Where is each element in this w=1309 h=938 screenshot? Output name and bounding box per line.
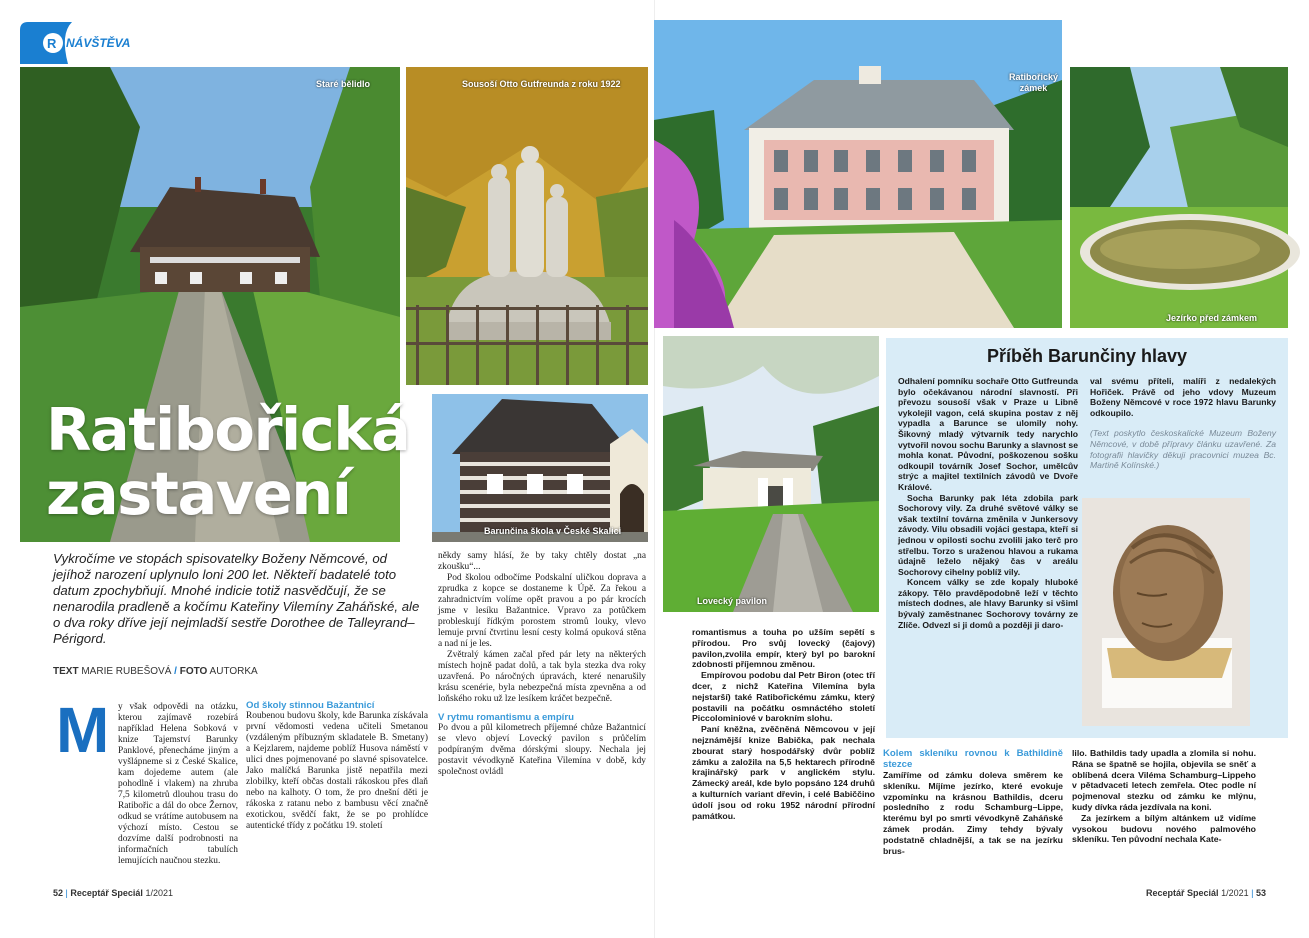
footer-right-page-number: 53	[1255, 888, 1266, 898]
footer-right-issue: 1/2021	[1221, 888, 1249, 898]
credits-photo-label: FOTO	[179, 666, 208, 677]
photo-statue	[406, 67, 648, 385]
credits-author: MARIE RUBEŠOVÁ	[81, 666, 172, 677]
credits-separator: /	[174, 666, 177, 677]
sidebar-box	[886, 338, 1288, 738]
footer-left	[53, 888, 173, 898]
article-col-5	[883, 748, 1063, 873]
dropcap: M	[56, 694, 110, 766]
col3-text-b: Pod školou odbočíme Podskalní uličkou doprava a zprudka z kopce se dostaneme k Úpě. Za řekou a zahradnictvím volíme opět pravou a po pár krocích jsme v lesíku Bažantnice. Vpravo za potůčkem probleskují řídkým porostem stromů louky, vlevo lemuje první čtvrtinu lesní cesty kolmá opuková stěna a nad ní je les.	[438, 573, 646, 649]
col2-text: Roubenou budovu školy, kde Barunka získávala první vědomosti vedena učiteli Smetanou (vzdáleným příbuzným skladatele B. Smetany) a Kejzlarem, najdeme poblíž Husova náměstí v ulici dnes pojmenované po slavné spisovatelce. Jako malíčká Barunka jistě nepatřila mezi zlobilky, kteří občas dostali rákoskou přes dlaň nebo na kalhoty. O tom, že pro dnešní děti je rákoska z ratanu nebo z bambusu věcí značně exotickou, svědčí fakt, že se po prohlídce autentické třídy z počátku 19. století	[246, 711, 428, 831]
subhead-school: Od školy stinnou Bažantnicí	[246, 700, 375, 711]
article-col-2	[246, 700, 428, 870]
caption-castle-text: Ratibořický zámek	[1008, 72, 1059, 93]
caption-pond: Jezírko před zámkem	[1166, 313, 1258, 323]
footer-right	[1146, 888, 1266, 898]
sidebar-p4: val svému příteli, malíři z nedalekých Hořiček. Právě od jeho vdovy Muzeum Boženy Němcové v roce 1972 hlavu Barunky odkoupilo.	[1090, 376, 1276, 418]
col4-text-b: Empírovou podobu dal Petr Biron (otec tří dcer, z nichž Kateřina Vilemína byla nejstarší) také Ratibořickému zámku, který postavili na počátku osmnáctého století Piccolominiové v barokním slohu.	[692, 670, 875, 724]
section-label: NÁVŠTĚVA	[66, 36, 131, 50]
credits-photo: AUTORKA	[209, 666, 258, 677]
article-col-3	[438, 551, 646, 871]
article-col-4	[692, 627, 875, 872]
sidebar-col-2	[1090, 376, 1276, 496]
sidebar-title: Příběh Barunčiny hlavy	[986, 346, 1188, 366]
photo-school	[432, 394, 648, 542]
col4-text-a: romantismus a touha po užším sepětí s přírodou. Pro svůj lovecký (čajový) pavilon,zvolila empír, který byl po barokní zdobnosti příjemnou změnou.	[692, 627, 875, 670]
col3-text-c: Zvětralý kámen začal před pár lety na některých místech hojně padat dolů, a tak byla stezka dva roky uzavřená. Po náročných úpravách, které nenarušily krásu scenérie, byla nebezpečná místa zpevněna a od loňského roku už lze lesíkem kráčet bezpečně.	[438, 650, 646, 704]
footer-left-page-number: 52	[53, 888, 64, 898]
col5-text: Zamíříme od zámku doleva směrem ke skleníku. Míjíme jezírko, které evokuje vzpomínku na krásnou Bathildis, dceru posledního z rodu Schamburg–Lippe, kterému byl po smrti vévodkyně Zaháňské zámek prodán. Zimy tehdy bývaly podstatně chladnější, a tak se na jezírku brus-	[883, 770, 1063, 856]
sidebar-p1: Odhalení pomníku sochaře Otto Gutfreunda bylo očekávanou národní slavností. Při převozu sousoší však v Praze u Libně vykolejil vagon, celá skupina postav z něj vypadla a Barunce se ulomily nohy. Šikovný mladý výtvarník tedy narychlo vytvořil novou sochu Barunky a slavnost se mohla konat. Původní, poškozenou sošku odkoupil továrník Josef Sochor, umělcův strýc a majitel textilních závodů ve Dvoře Králové.	[898, 376, 1078, 492]
title-line-1: Ratibořická	[46, 395, 410, 464]
col1-text: y však odpovědi na otázku, kterou zajímavě rozebírá například Helena Sobková v knize Tajemství Barunky Panklové, přenecháme jiným a vyšlápneme si z České Skalice, kam dojedeme autem (ale pohodlně i vlakem) na zhruba 7,5 kilometrů dlouhou trasu do Ratibořic a dál do obce Žernov, odkud se vrátíme autobusem na výchozí místo. Cestou se dozvíme další podrobnosti na informačních tabulích lemujících naučnou stezku.	[118, 702, 238, 866]
subhead-greenhouse: Kolem skleníku rovnou k Bathildině stezce	[883, 748, 1063, 770]
credits	[53, 666, 258, 677]
article-col-1a	[118, 702, 238, 866]
section-tag	[20, 22, 132, 64]
col4-text-c: Paní kněžna, zvěčněná Němcovou v její nejznámější knize Babička, pak nechala zbourat starý hospodářský dvůr poblíž zámku a založila na 5,5 hektarech přírodně krajinářský park v anglickém stylu. Zámecký areál, kde bylo popsáno 124 druhů a kulturních variant dřevin, i celé Babiččino údolí jsou od roku 1952 národní přírodní památkou.	[692, 724, 875, 821]
footer-right-magazine: Receptář Speciál	[1146, 888, 1219, 898]
footer-right-divider: |	[1251, 888, 1254, 898]
credits-text-label: TEXT	[53, 666, 79, 677]
footer-left-divider: |	[65, 888, 68, 898]
footer-left-magazine: Receptář Speciál	[70, 888, 143, 898]
sidebar-p2: Socha Barunky pak léta zdobila park Sochorovy vily. Za druhé světové války se však textilní továrna změnila v Junkersovy závody. Vilu obsadili vojáci gestapa, kteří si jednou v opilosti sochu zvolili jako terč pro střelbu. Torzo s uraženou hlavou a rukama údajně leželo nějaký čas v areálu Sochorovy cihelny poblíž vily.	[898, 492, 1078, 577]
sidebar-col-1	[898, 376, 1078, 731]
col6-text: lilo. Bathildis tady upadla a zlomila si nohu. Rána se špatně se hojila, objevila se sněť a oblíbená dcera Viléma Schamburg–Lippeho v pětadvaceti letech zemřela. Otec podle ní pojmenoval stezku od zámku ke mlýnu, kudy dívka ráda jezdívala na koni.	[1072, 748, 1256, 812]
caption-school: Barunčina škola v České Skalici	[484, 526, 622, 536]
col3-text-d: Po dvou a půl kilometrech příjemné chůze Bažantnicí se vlevo objeví Lovecký pavilon s průčelím podpíraným dvěma dórskými sloupy. Nechala jej postavit vévodkyně Kateřina Vilemína v době, kdy společnost ovládl	[438, 723, 646, 777]
sidebar-p3: Koncem války se zde kopaly hluboké zákopy. Tělo pravděpodobně leží v těchto místech dodnes, ale hlavy Barunky si všiml bývalý zaměstnanec Sochorovy továrny ze Zlíče. Odvezl si ji domů a později ji daro-	[898, 577, 1078, 630]
photo-pavilion	[663, 336, 879, 612]
caption-pavilion: Lovecký pavilon	[697, 596, 768, 606]
col3-text-a: někdy samy hlásí, že by taky chtěly dostat „na zkoušku“...	[438, 551, 646, 572]
lead-paragraph: Vykročíme ve stopách spisovatelky Boženy Němcové, od jejíhož narození uplynulo loni 200 let. Někteří badatelé toto datum zpochybňují. Mnohé indicie totiž nasvědčují, že se nenarodila pradleně a kočímu Kateřiny Vilemíny Zaháňské, ale o dva roky dříve její nejmladší sestře Dorothee de Talleyrand–Périgord.	[53, 551, 420, 646]
article-col-6	[1072, 748, 1256, 873]
title-line-2: zastavení	[46, 459, 351, 528]
photo-castle	[654, 20, 1062, 328]
subhead-romanticism: V rytmu romantismu a empíru	[438, 712, 574, 723]
caption-old-bleach: Staré bělidlo	[316, 79, 371, 89]
page-title	[46, 395, 416, 528]
footer-left-issue: 1/2021	[145, 888, 173, 898]
sidebar-note: (Text poskytlo českoskalické Muzeum Boženy Němcové, v době přípravy článku uzavřené. Za fotografii hlavičky děkuji pracovnici muzea Bc. Martině Kolínské.)	[1090, 428, 1276, 471]
caption-statue: Sousoší Otto Gutfreunda z roku 1922	[462, 79, 621, 89]
section-badge-letter: R	[47, 36, 57, 51]
photo-head	[1082, 498, 1250, 726]
photo-pond	[1070, 67, 1288, 328]
col6-text-b: Za jezírkem a bílým altánkem už vidíme vysokou budovu nového palmového skleníku. Ten původní nechala Kate-	[1072, 812, 1256, 845]
caption-castle	[1006, 72, 1061, 94]
